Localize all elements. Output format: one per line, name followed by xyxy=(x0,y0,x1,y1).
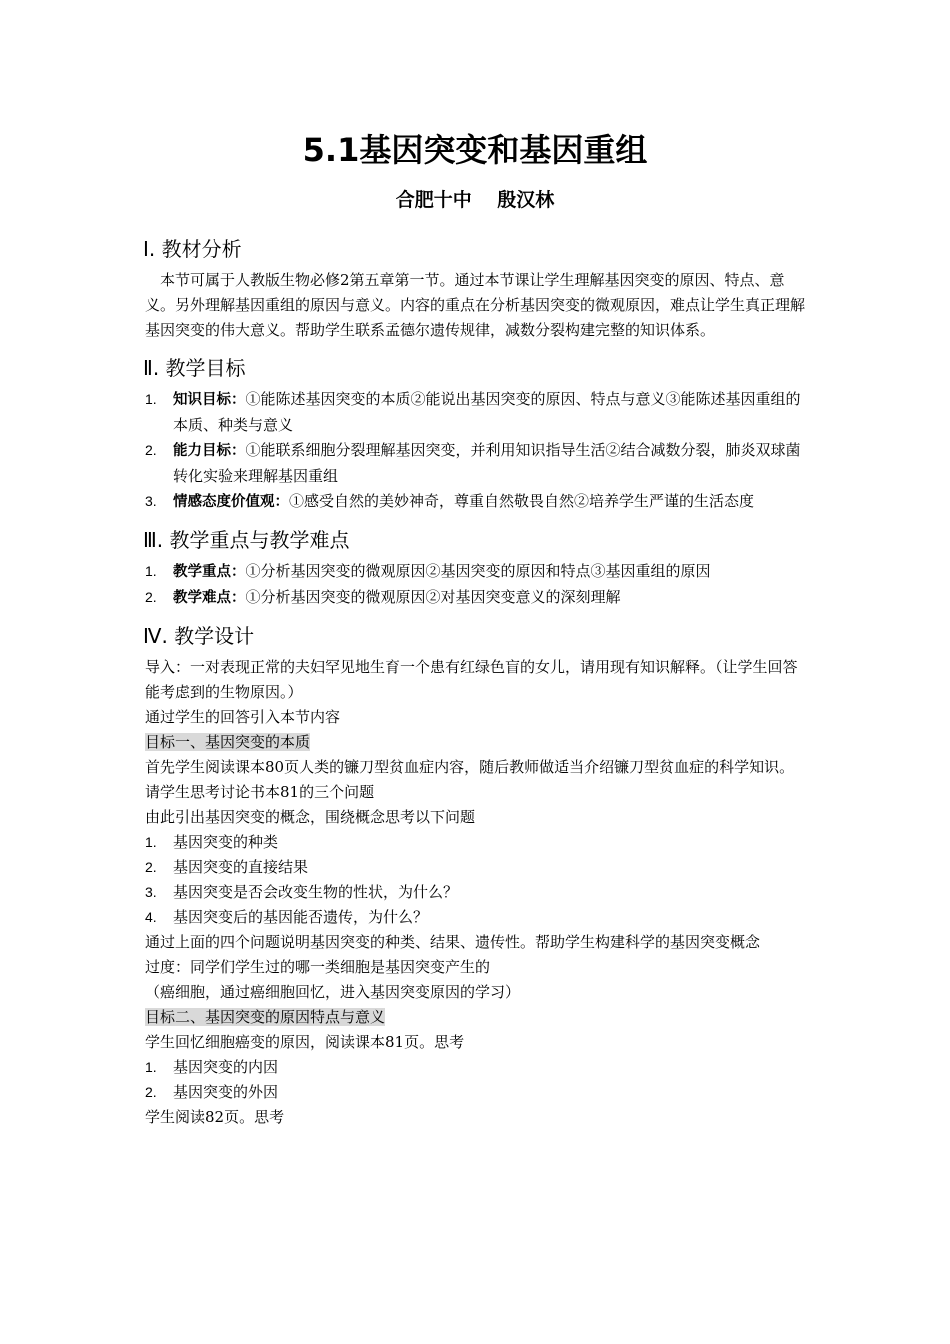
objectives-list xyxy=(145,387,805,515)
item-text: ①能陈述基因突变的本质②能说出基因突变的原因、特点与意义③能陈述基因重组的本质、种类与意义 xyxy=(173,390,801,434)
goal-one-questions xyxy=(145,830,805,930)
list-item: 1. 基因突变的种类 xyxy=(145,833,279,851)
goal-two-questions xyxy=(145,1055,805,1105)
goal-one-paragraph: 首先学生阅读课本80页人类的镰刀型贫血症内容，随后教师做适当介绍镰刀型贫血症的科学知识。请学生思考讨论书本81的三个问题 xyxy=(145,758,795,801)
list-item: 3. 情感态度价值观：①感受自然的美妙神奇，尊重自然敬畏自然②培养学生严谨的生活态度 xyxy=(145,492,755,510)
goal-one-heading: 目标一、基因突变的本质 xyxy=(145,733,311,751)
item-text: ①能联系细胞分裂理解基因突变，并利用知识指导生活②结合减数分裂，肺炎双球菌转化实验来理解基因重组 xyxy=(173,441,801,485)
transition-note: （癌细胞，通过癌细胞回忆，进入基因突变原因的学习） xyxy=(145,983,521,1001)
document-body xyxy=(145,234,805,1130)
section-heading-keypoints: Ⅲ. 教学重点与教学难点 xyxy=(143,528,350,552)
transition-line: 过度：同学们学生过的哪一类细胞是基因突变产生的 xyxy=(145,958,491,976)
list-item: 1. 基因突变的内因 xyxy=(145,1058,279,1076)
list-item: 1. 教学重点：①分析基因突变的微观原因②基因突变的原因和特点③基因重组的原因 xyxy=(145,562,711,580)
item-text: ①感受自然的美妙神奇，尊重自然敬畏自然②培养学生严谨的生活态度 xyxy=(289,492,755,510)
item-text: ①分析基因突变的微观原因②对基因突变意义的深刻理解 xyxy=(245,588,621,606)
list-item: 1. 知识目标：①能陈述基因突变的本质②能说出基因突变的原因、特点与意义③能陈述基因重组的本质、种类与意义 xyxy=(145,390,801,434)
item-label: 知识目标： xyxy=(173,392,246,408)
page-title: 5.1基因突变和基因重组 xyxy=(302,131,648,169)
goal-one-summary: 通过上面的四个问题说明基因突变的种类、结果、遗传性。帮助学生构建科学的基因突变概念 xyxy=(145,933,761,951)
section-heading-objectives: Ⅱ. 教学目标 xyxy=(143,356,246,380)
list-item: 3. 基因突变是否会改变生物的性状，为什么？ xyxy=(145,883,459,901)
list-item: 2. 基因突变的外因 xyxy=(145,1083,279,1101)
item-label: 教学难点： xyxy=(173,590,246,606)
author-line: 合肥十中 殷汉林 xyxy=(395,189,555,211)
item-label: 情感态度价值观： xyxy=(173,494,289,510)
goal-two-heading: 目标二、基因突变的原因特点与意义 xyxy=(145,1008,386,1026)
goal-two-paragraph: 学生回忆细胞癌变的原因，阅读课本81页。思考 xyxy=(145,1033,465,1051)
analysis-paragraph: 本节可属于人教版生物必修2第五章第一节。通过本节课让学生理解基因突变的原因、特点、意义。另外理解基因重组的原因与意义。内容的重点在分析基因突变的微观原因，难点让学生真正理解基因突变的伟大意义。帮助学生联系孟德尔遗传规律，减数分裂构建完整的知识体系。 xyxy=(145,271,806,339)
intro-paragraph: 导入：一对表现正常的夫妇罕见地生育一个患有红绿色盲的女儿，请用现有知识解释。（让学生回答能考虑到的生物原因。） xyxy=(145,658,798,701)
item-label: 能力目标： xyxy=(173,443,246,459)
list-item: 2. 能力目标：①能联系细胞分裂理解基因突变，并利用知识指导生活②结合减数分裂，肺炎双球菌转化实验来理解基因重组 xyxy=(145,441,801,485)
intro-followup: 通过学生的回答引入本节内容 xyxy=(145,708,341,726)
keypoints-list xyxy=(145,559,805,611)
goal-two-reading: 学生阅读82页。思考 xyxy=(145,1108,285,1126)
goal-one-concept: 由此引出基因突变的概念，围绕概念思考以下问题 xyxy=(145,808,476,826)
list-item: 2. 教学难点：①分析基因突变的微观原因②对基因突变意义的深刻理解 xyxy=(145,588,621,606)
item-text: ①分析基因突变的微观原因②基因突变的原因和特点③基因重组的原因 xyxy=(245,562,711,580)
item-label: 教学重点： xyxy=(173,564,246,580)
section-heading-design: Ⅳ. 教学设计 xyxy=(143,624,255,648)
list-item: 4. 基因突变后的基因能否遗传，为什么？ xyxy=(145,908,429,926)
list-item: 2. 基因突变的直接结果 xyxy=(145,858,309,876)
section-heading-analysis: Ⅰ. 教材分析 xyxy=(143,237,242,261)
